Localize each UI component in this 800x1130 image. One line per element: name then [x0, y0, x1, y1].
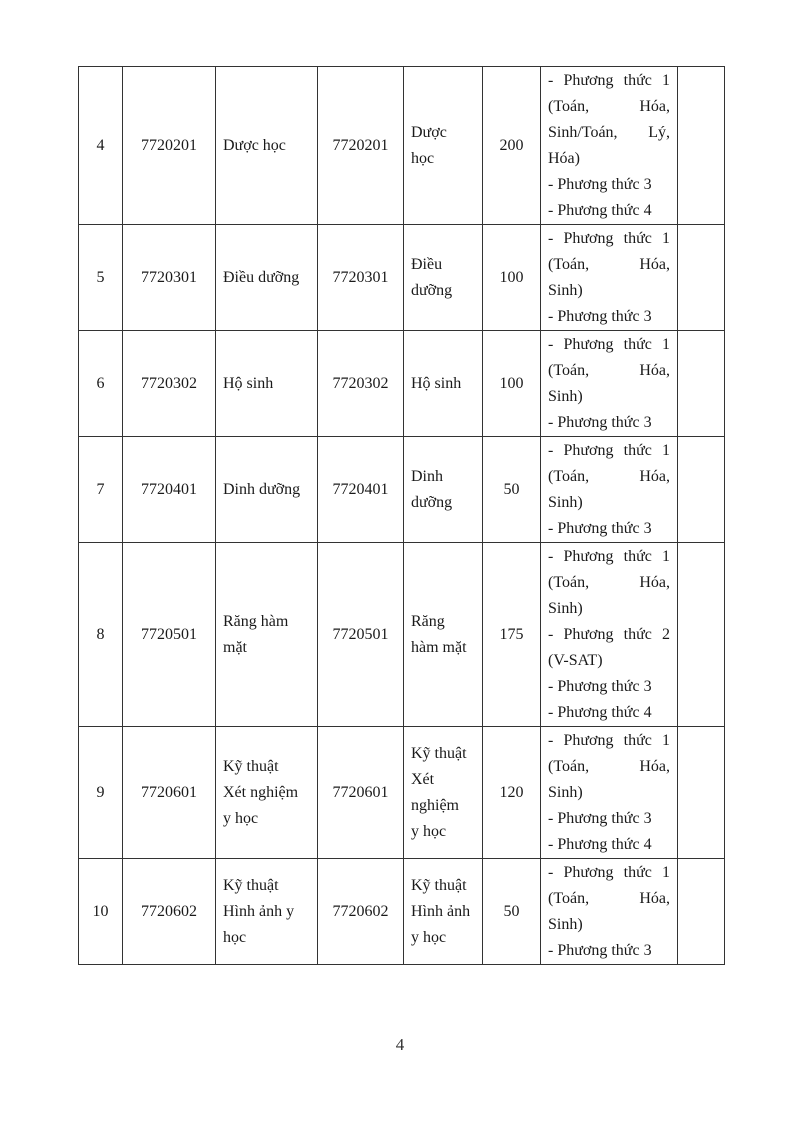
- program-name-line: Hình ảnh: [411, 902, 471, 920]
- major-name-cell: Dinh dưỡng: [216, 437, 318, 543]
- note-cell: [678, 225, 725, 331]
- major-name-cell: [216, 859, 318, 965]
- major-name-cell: [216, 543, 318, 727]
- admission-methods-cell: [541, 859, 678, 965]
- row-number-cell: 6: [79, 331, 123, 437]
- row-number-cell: 8: [79, 543, 123, 727]
- row-number-cell: 4: [79, 67, 123, 225]
- major-code-cell: 7720602: [123, 859, 216, 965]
- admission-methods-cell: [541, 727, 678, 859]
- note-cell: [678, 543, 725, 727]
- admission-method-line: Sinh): [548, 599, 583, 617]
- admission-method-line: - Phương thức 3: [548, 413, 652, 431]
- program-name-line: nghiệm: [411, 796, 459, 814]
- admission-method-line: (Toán, Hóa,: [548, 757, 670, 775]
- major-name-line: Răng hàm: [223, 612, 289, 630]
- table-row: [79, 225, 725, 331]
- program-code-cell: 7720401: [318, 437, 404, 543]
- program-name-cell: [404, 859, 483, 965]
- major-name-line: Xét nghiệm: [223, 783, 299, 801]
- major-name-line: Kỹ thuật: [223, 757, 279, 775]
- program-name-line: hàm mặt: [411, 638, 467, 656]
- note-cell: [678, 859, 725, 965]
- quota-cell: 100: [483, 331, 541, 437]
- note-cell: [678, 67, 725, 225]
- admission-method-line: - Phương thức 1: [548, 71, 670, 89]
- admission-method-line: - Phương thức 1: [548, 335, 670, 353]
- admission-method-line: - Phương thức 1: [548, 547, 670, 565]
- admission-methods-cell: [541, 225, 678, 331]
- admission-method-line: Sinh/Toán, Lý,: [548, 123, 670, 141]
- quota-cell: 120: [483, 727, 541, 859]
- row-number-cell: 9: [79, 727, 123, 859]
- page-number: 4: [395, 1035, 405, 1054]
- major-name-cell: [216, 727, 318, 859]
- admissions-table: [78, 66, 725, 965]
- admission-method-line: (Toán, Hóa,: [548, 573, 670, 591]
- quota-cell: 200: [483, 67, 541, 225]
- admission-method-line: Hóa): [548, 149, 580, 167]
- program-code-cell: 7720201: [318, 67, 404, 225]
- admission-method-line: Sinh): [548, 915, 583, 933]
- major-name-line: mặt: [223, 638, 247, 656]
- program-name-line: dưỡng: [411, 281, 453, 299]
- admission-method-line: - Phương thức 3: [548, 677, 652, 695]
- admission-method-line: (Toán, Hóa,: [548, 467, 670, 485]
- note-cell: [678, 331, 725, 437]
- admission-method-line: - Phương thức 3: [548, 519, 652, 537]
- program-code-cell: 7720601: [318, 727, 404, 859]
- row-number-cell: 10: [79, 859, 123, 965]
- major-name-line: học: [223, 928, 247, 946]
- program-name-line: Răng: [411, 612, 445, 630]
- major-name-line: y học: [223, 809, 259, 827]
- program-name-line: Dược: [411, 123, 447, 141]
- admission-method-line: (Toán, Hóa,: [548, 889, 670, 907]
- admission-method-line: (Toán, Hóa,: [548, 361, 670, 379]
- admission-method-line: Sinh): [548, 783, 583, 801]
- admission-method-line: (Toán, Hóa,: [548, 255, 670, 273]
- program-name-line: Dinh: [411, 467, 443, 485]
- major-name-line: Hình ảnh y: [223, 902, 295, 920]
- program-name-line: Xét: [411, 770, 435, 788]
- quota-cell: 50: [483, 859, 541, 965]
- admission-method-line: - Phương thức 3: [548, 809, 652, 827]
- program-name-line: học: [411, 149, 435, 167]
- program-name-line: y học: [411, 928, 447, 946]
- admission-method-line: - Phương thức 2: [548, 625, 670, 643]
- major-code-cell: 7720601: [123, 727, 216, 859]
- major-name-cell: Dược học: [216, 67, 318, 225]
- program-name-line: Kỹ thuật: [411, 876, 467, 894]
- admission-method-line: (Toán, Hóa,: [548, 97, 670, 115]
- admission-method-line: - Phương thức 4: [548, 835, 652, 853]
- admission-method-line: - Phương thức 3: [548, 941, 652, 959]
- table-row: [79, 727, 725, 859]
- admission-methods-cell: [541, 437, 678, 543]
- program-name-line: Điều: [411, 255, 443, 273]
- program-name-cell: [404, 67, 483, 225]
- major-code-cell: 7720201: [123, 67, 216, 225]
- program-name-line: dưỡng: [411, 493, 453, 511]
- program-name-cell: [404, 543, 483, 727]
- admission-method-line: - Phương thức 4: [548, 201, 652, 219]
- admission-methods-cell: [541, 67, 678, 225]
- admission-method-line: - Phương thức 1: [548, 731, 670, 749]
- program-code-cell: 7720302: [318, 331, 404, 437]
- admission-method-line: Sinh): [548, 493, 583, 511]
- quota-cell: 175: [483, 543, 541, 727]
- row-number-cell: 7: [79, 437, 123, 543]
- program-name-cell: [404, 331, 483, 437]
- admission-method-line: - Phương thức 4: [548, 703, 652, 721]
- admission-methods-cell: [541, 331, 678, 437]
- admission-method-line: Sinh): [548, 281, 583, 299]
- program-name-line: Kỹ thuật: [411, 744, 467, 762]
- note-cell: [678, 437, 725, 543]
- major-name-cell: Hộ sinh: [216, 331, 318, 437]
- major-code-cell: 7720301: [123, 225, 216, 331]
- note-cell: [678, 727, 725, 859]
- admission-method-line: - Phương thức 1: [548, 229, 670, 247]
- table-row: [79, 331, 725, 437]
- program-name-cell: [404, 727, 483, 859]
- major-code-cell: 7720401: [123, 437, 216, 543]
- table-row: [79, 543, 725, 727]
- table-row: [79, 67, 725, 225]
- admission-method-line: - Phương thức 1: [548, 863, 670, 881]
- major-code-cell: 7720501: [123, 543, 216, 727]
- program-name-line: y học: [411, 822, 447, 840]
- program-name-cell: [404, 225, 483, 331]
- quota-cell: 50: [483, 437, 541, 543]
- admission-method-line: (V-SAT): [548, 651, 603, 669]
- admission-method-line: - Phương thức 3: [548, 175, 652, 193]
- program-name-line: Hộ sinh: [411, 374, 462, 392]
- program-name-cell: [404, 437, 483, 543]
- quota-cell: 100: [483, 225, 541, 331]
- major-code-cell: 7720302: [123, 331, 216, 437]
- program-code-cell: 7720602: [318, 859, 404, 965]
- admission-method-line: - Phương thức 1: [548, 441, 670, 459]
- admission-method-line: - Phương thức 3: [548, 307, 652, 325]
- program-code-cell: 7720501: [318, 543, 404, 727]
- program-code-cell: 7720301: [318, 225, 404, 331]
- major-name-cell: Điều dưỡng: [216, 225, 318, 331]
- admission-methods-cell: [541, 543, 678, 727]
- row-number-cell: 5: [79, 225, 123, 331]
- table-row: [79, 859, 725, 965]
- table-row: [79, 437, 725, 543]
- major-name-line: Kỹ thuật: [223, 876, 279, 894]
- admission-method-line: Sinh): [548, 387, 583, 405]
